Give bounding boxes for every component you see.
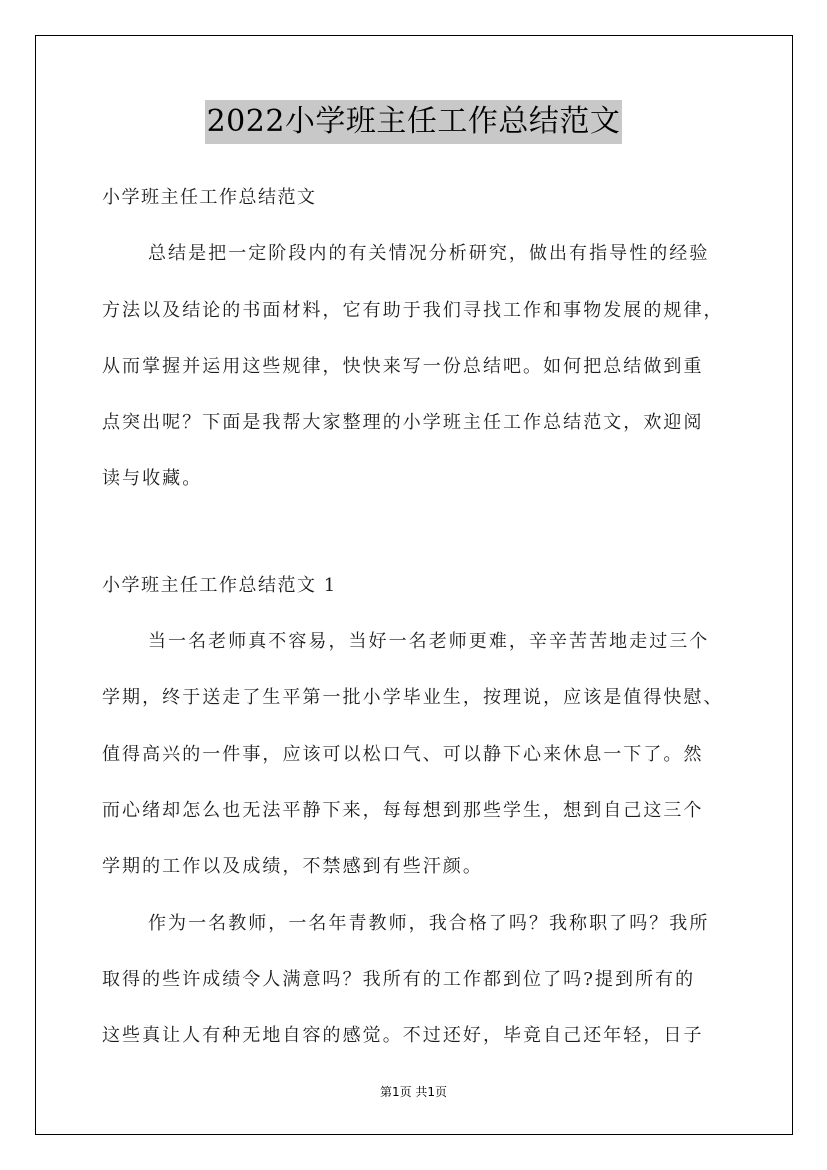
document-subtitle: 小学班主任工作总结范文	[102, 187, 317, 208]
body-line: 学期的工作以及成绩，不禁感到有些汗颜。	[102, 856, 483, 878]
body-line: 值得高兴的一件事，应该可以松口气、可以静下心来休息一下了。然	[102, 743, 704, 765]
intro-paragraph	[102, 226, 742, 507]
page-footer	[0, 1083, 827, 1100]
document-title	[0, 100, 827, 146]
body-line: 取得的些许成绩令人满意吗？我所有的工作都到位了吗?提到所有的	[102, 968, 696, 990]
paragraph-gap	[102, 508, 742, 558]
body-line: 作为一名教师，一名年青教师，我合格了吗？我称职了吗？我所	[148, 912, 710, 934]
body-line: 当一名老师真不容易，当好一名老师更难，辛辛苦苦地走过三个	[148, 631, 710, 653]
document-body	[102, 170, 742, 1064]
body-paragraph-1	[102, 614, 742, 895]
body-line: 学期，终于送走了生平第一批小学毕业生，按理说，应该是值得快慰、	[102, 687, 724, 709]
page-number: 第1页 共1页	[379, 1085, 448, 1099]
body-line: 而心绪却怎么也无法平静下来，每每想到那些学生，想到自己这三个	[102, 799, 704, 821]
intro-line: 点突出呢？下面是我帮大家整理的小学班主任工作总结范文，欢迎阅	[102, 412, 704, 434]
document-title-text: 2022小学班主任工作总结范文	[205, 100, 623, 144]
body-line: 这些真让人有种无地自容的感觉。不过还好，毕竟自己还年轻，日子	[102, 1025, 704, 1047]
intro-line: 从而掌握并运用这些规律，快快来写一份总结吧。如何把总结做到重	[102, 355, 704, 377]
intro-line: 读与收藏。	[102, 468, 203, 490]
section-heading: 小学班主任工作总结范文 1	[102, 574, 337, 596]
body-paragraph-2	[102, 896, 742, 1065]
intro-line: 方法以及结论的书面材料，它有助于我们寻找工作和事物发展的规律，	[102, 299, 724, 321]
intro-line: 总结是把一定阶段内的有关情况分析研究，做出有指导性的经验	[148, 243, 710, 265]
